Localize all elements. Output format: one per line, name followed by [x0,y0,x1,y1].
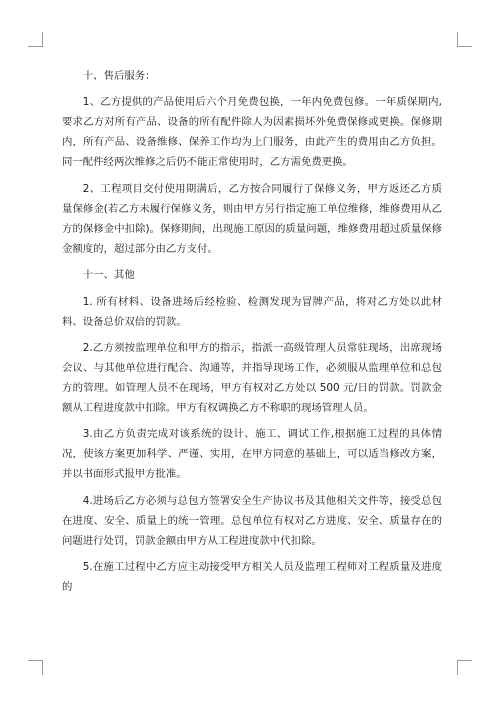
paragraph-other-4: 4.进场后乙方必须与总包方签署安全生产协议书及其他相关文件等，接受总包在进度、安全、质量上的统一管理。总包单位有权对乙方进度、安全、质量存在的 问题进行处罚，罚款金额由甲方从工程进度款中代扣除。 [62,494,442,547]
crop-mark-bottom-right [457,660,472,675]
section-heading-after-sales: 十、售后服务： [82,70,156,82]
crop-mark-top-right [457,32,472,47]
paragraph-other-1: 1. 所有材料、设备进场后经检验、检测发现为冒牌产品，将对乙方处以此材料、设备总价双倍的罚款。 [62,295,442,328]
paragraph-other-5: 5.在施工过程中乙方应主动接受甲方相关人员及监理工程师对工程质量及进度的 [62,561,442,594]
paragraph-other-3: 3.由乙方负责完成对该系统的设计、施工、调试工作,根据施工过程的具体情况，使该方案更加科学、严谨、实用，在甲方同意的基础上，可以适当修改方案，并以书面形式报甲方批准。 [62,428,442,481]
crop-mark-bottom-left [28,660,43,675]
section-heading-other: 十一、其他 [82,269,135,282]
paragraph-other-2: 2.乙方须按监理单位和甲方的指示，指派一高级管理人员常驻现场，出席现场会议、与其他单位进行配合、沟通等，并指导现场工作，必须服从监理单位和总包方的管理。如管理人员不在现场，甲方有权对乙方处以 500 元/日的罚款。罚款金额从工程进度款中扣除。甲方有权调换乙方不称职的现场管理人员。 [62,341,442,414]
document-body [62,66,442,604]
crop-mark-top-left [28,32,43,47]
paragraph-after-sales-2: 2、工程项目交付使用期满后，乙方按合同履行了保修义务，甲方返还乙方质量保修金(若乙方未履行保修义务，则由甲方另行指定施工单位维修，维修费用从乙方的保修金中扣除)。保修期间，出现施工原因的质量问题，维修费用超过质量保修金额度的，超过部分由乙方支付。 [62,182,442,255]
paragraph-after-sales-1: 1、乙方提供的产品使用后六个月免费包换，一年内免费包修。一年质保期内,要求乙方对所有产品、设备的所有配件除人为因素损坏外免费保修或更换。保修期内，所有产品、设备维修、保养工作均为上门服务，由此产生的费用由乙方负担。同一配件经两次维修之后仍不能正常使用时，乙方需免费更换。 [62,96,442,169]
